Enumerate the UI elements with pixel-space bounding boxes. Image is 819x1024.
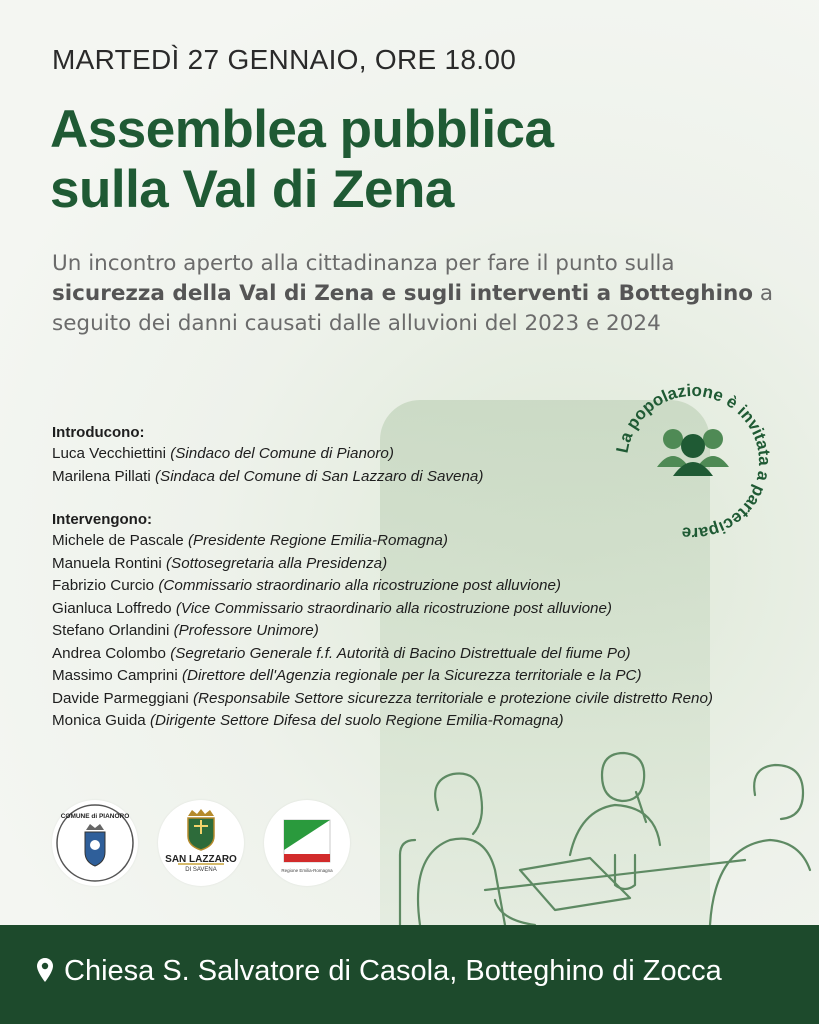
invitation-badge [603, 372, 783, 552]
svg-text:SAN LAZZARO: SAN LAZZARO [165, 854, 237, 865]
event-date: MARTEDÌ 27 GENNAIO, ORE 18.00 [52, 44, 517, 75]
speaker-row: Fabrizio Curcio (Commissario straordinario alla ricostruzione post alluvione) [52, 577, 561, 594]
subtitle-text-2: a seguito dei danni causati dalle alluvioni del 2023 e 2024 [52, 281, 774, 336]
speaker-row: Gianluca Loffredo (Vice Commissario straordinario alla ricostruzione post alluvione) [52, 599, 612, 617]
location-text: Chiesa S. Salvatore di Casola, Botteghino di Zocca [64, 955, 722, 987]
svg-text:Regione Emilia-Romagna: Regione Emilia-Romagna [281, 868, 333, 873]
meeting-sketch-illustration [380, 740, 819, 930]
introducono-heading: Introducono: [52, 424, 145, 441]
pianoro-logo [52, 800, 138, 886]
subtitle-bold: sicurezza della Val di Zena e sugli interventi a Botteghino [52, 281, 754, 306]
subtitle-text-1: Un incontro aperto alla cittadinanza per fare il punto sulla [52, 251, 675, 276]
subtitle [52, 249, 782, 339]
svg-text:COMUNE di PIANORO: COMUNE di PIANORO [60, 813, 130, 820]
introducono-list [52, 443, 483, 488]
speaker-row: Stefano Orlandini (Professore Unimore) [52, 622, 319, 639]
page-title [50, 100, 554, 220]
speaker-row: Michele de Pascale (Presidente Regione Emilia-Romagna) [52, 532, 448, 549]
intervengono-list [52, 530, 713, 733]
title-line-2: sulla Val di Zena [50, 160, 454, 219]
footer-bar [0, 925, 819, 1024]
speaker-row: Andrea Colombo (Segretario Generale f.f. Autorità di Bacino Distrettuale del fiume Po) [52, 644, 631, 662]
speaker-row: Manuela Rontini (Sottosegretaria alla Presidenza) [52, 554, 388, 572]
speaker-row: Monica Guida (Dirigente Settore Difesa del suolo Regione Emilia-Romagna) [52, 712, 564, 729]
title-line-1: Assemblea pubblica [50, 100, 554, 159]
regione-logo [264, 800, 350, 886]
location-pin-icon [36, 957, 54, 983]
people-group-icon [657, 429, 729, 476]
speaker-row: Davide Parmeggiani (Responsabile Settore sicurezza territoriale e protezione civile distretto Reno) [52, 689, 713, 707]
speaker-row: Massimo Camprini (Direttore dell'Agenzia regionale per la Sicurezza territoriale e la PC) [52, 667, 642, 684]
san-lazzaro-logo [158, 800, 244, 886]
badge-text: La popolazione è invitata a partecipare [612, 380, 775, 544]
speaker-row: Marilena Pillati (Sindaca del Comune di San Lazzaro di Savena) [52, 467, 484, 485]
footer-location [36, 955, 722, 988]
svg-text:DI SAVENA: DI SAVENA [185, 867, 217, 873]
intervengono-heading: Intervengono: [52, 511, 152, 528]
speaker-row: Luca Vecchiettini (Sindaco del Comune di Pianoro) [52, 445, 394, 462]
